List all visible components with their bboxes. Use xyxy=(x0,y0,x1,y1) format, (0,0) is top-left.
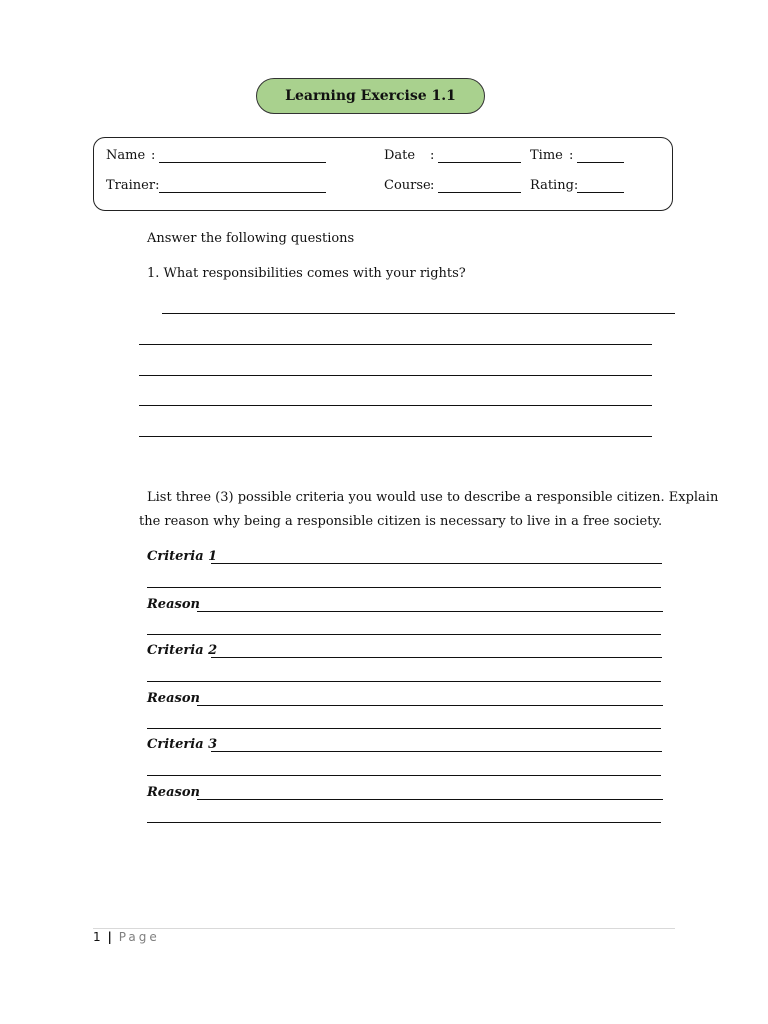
instruction-text: Answer the following questions xyxy=(147,231,355,246)
date-colon: : xyxy=(430,148,435,163)
answer-line[interactable] xyxy=(139,405,652,406)
name-field[interactable] xyxy=(159,150,326,163)
footer-separator: | xyxy=(107,930,112,944)
time-label: Time xyxy=(530,148,563,163)
criteria-line[interactable] xyxy=(211,563,662,564)
exercise-title-text: Learning Exercise 1.1 xyxy=(285,88,456,104)
reason-label: Reason xyxy=(147,597,200,612)
name-colon: : xyxy=(151,148,156,163)
criteria-line[interactable] xyxy=(147,681,661,682)
student-info-box xyxy=(93,137,673,211)
criteria-label: Criteria 1 xyxy=(147,549,218,564)
time-colon: : xyxy=(569,148,574,163)
rating-label: Rating: xyxy=(530,178,579,193)
time-field[interactable] xyxy=(577,150,624,163)
rating-field[interactable] xyxy=(577,180,624,193)
footer-divider xyxy=(93,928,675,929)
criteria-label: Criteria 2 xyxy=(147,643,218,658)
page-footer xyxy=(93,930,160,944)
reason-line[interactable] xyxy=(197,705,663,706)
criteria-line[interactable] xyxy=(147,775,661,776)
answer-line[interactable] xyxy=(139,344,652,345)
reason-line[interactable] xyxy=(147,728,661,729)
question-1: 1. What responsibilities comes with your rights? xyxy=(147,266,466,281)
date-label: Date xyxy=(384,148,416,163)
page-label: Page xyxy=(118,930,160,944)
page-number: 1 xyxy=(93,930,101,944)
section2-prompt-line2: the reason why being a responsible citizen is necessary to live in a free society. xyxy=(139,514,663,529)
criteria-line[interactable] xyxy=(211,657,662,658)
criteria-line[interactable] xyxy=(211,751,662,752)
course-label: Course xyxy=(384,178,431,193)
reason-line[interactable] xyxy=(197,611,663,612)
answer-line[interactable] xyxy=(139,436,652,437)
criteria-line[interactable] xyxy=(147,587,661,588)
reason-label: Reason xyxy=(147,691,200,706)
answer-line[interactable] xyxy=(162,313,675,314)
reason-line[interactable] xyxy=(147,634,661,635)
reason-line[interactable] xyxy=(197,799,663,800)
exercise-title xyxy=(256,78,485,114)
course-field[interactable] xyxy=(438,180,521,193)
reason-label: Reason xyxy=(147,785,200,800)
name-label: Name xyxy=(106,148,146,163)
trainer-field[interactable] xyxy=(159,180,326,193)
date-field[interactable] xyxy=(438,150,521,163)
course-colon: : xyxy=(430,178,435,193)
reason-line[interactable] xyxy=(147,822,661,823)
trainer-label: Trainer: xyxy=(106,178,160,193)
answer-line[interactable] xyxy=(139,375,652,376)
section2-prompt-line1: List three (3) possible criteria you would use to describe a responsible citizen. Explain xyxy=(147,490,719,505)
criteria-label: Criteria 3 xyxy=(147,737,218,752)
